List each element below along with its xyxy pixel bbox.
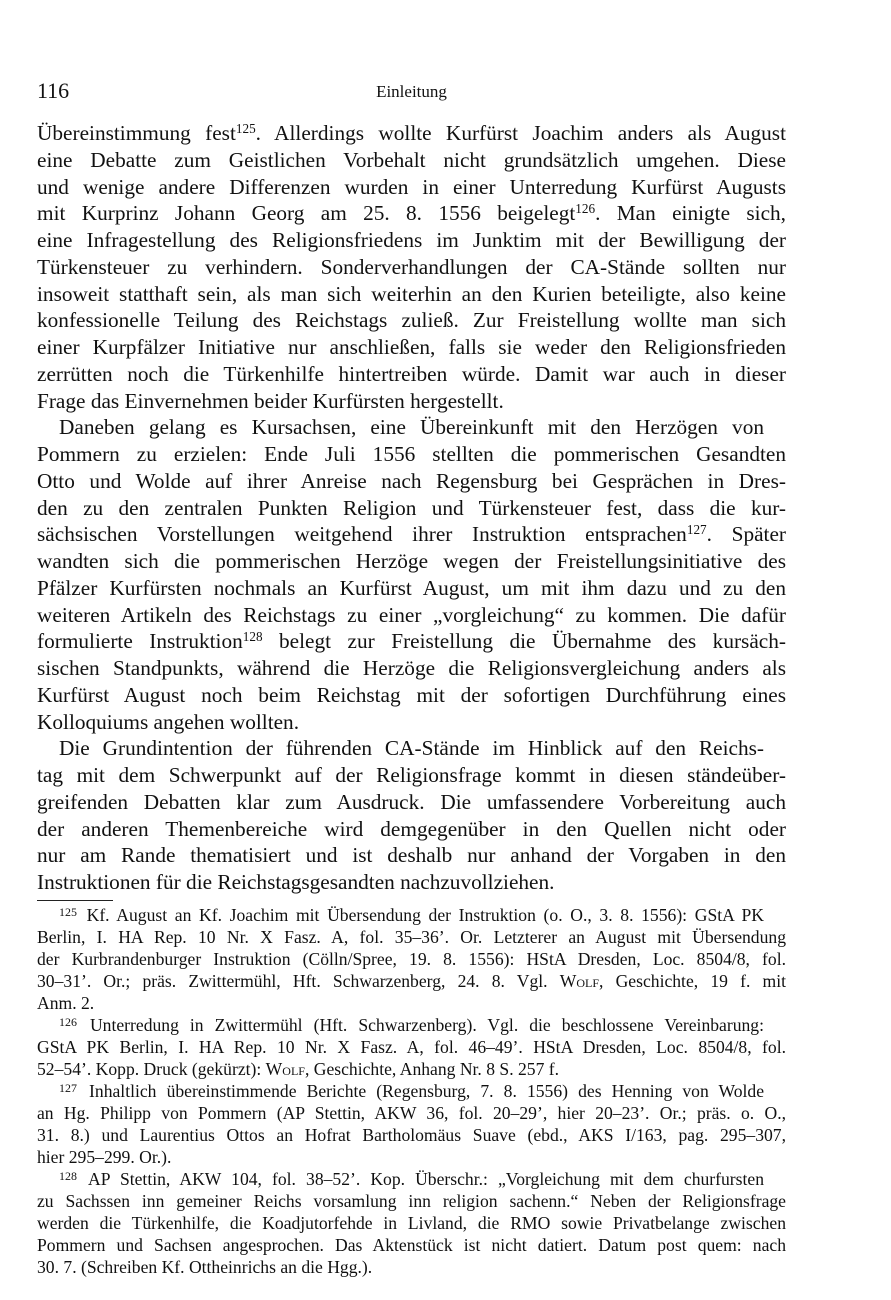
footnote-line: an Hg. Philipp von Pommern (AP Stettin, AKW 36, fol. 20–29’, hier 20–23’. Or.; präs. o. O.,: [37, 1103, 786, 1123]
footnote-126: $^{126}$ Unterredung in Zwittermühl (Hft. Schwarzenberg). Vgl. die beschlossene Vereinbarung:: [59, 1014, 764, 1035]
body-line: Kolloquiums angehen wollten.: [37, 709, 300, 734]
body-line: Otto und Wolde auf ihrer Anreise nach Regensburg bei Gesprächen in Dres-: [37, 468, 786, 493]
body-line: eine Debatte zum Geistlichen Vorbehalt nicht grundsätzlich umgehen. Diese: [37, 147, 786, 172]
body-line: Instruktionen für die Reichstagsgesandten nachzuvollziehen.: [37, 870, 555, 894]
footnotes: [37, 904, 786, 1278]
footnote-number: 125: [59, 904, 77, 919]
body-line: Türkensteuer zu verhindern. Sonderverhandlungen der CA-Stände sollten nur: [37, 254, 786, 279]
footnote-number: 128: [59, 1168, 77, 1183]
page-number: 116: [37, 78, 70, 103]
body-line: Pommern zu erzielen: Ende Juli 1556 stellten die pommerischen Gesandten: [37, 442, 786, 466]
body-line: eine Infragestellung des Religionsfriedens im Junktim mit der Bewilligung der: [37, 228, 786, 252]
body-line: greifenden Debatten klar zum Ausdruck. Die umfassendere Vorbereitung auch: [37, 789, 786, 814]
footnote-128: $^{128}$ AP Stettin, AKW 104, fol. 38–52’. Kop. Überschr.: „Vorgleichung mit dem churfursten: [59, 1168, 764, 1189]
footnote-line: 30. 7. (Schreiben Kf. Ottheinrichs an die Hgg.).: [37, 1257, 373, 1277]
footnote-line: werden die Türkenhilfe, die Koadjutorfehde in Livland, die RMO sowie Privatbelange zwischen: [37, 1213, 786, 1233]
running-head: [37, 78, 786, 104]
footnote-line: hier 295–299. Or.).: [37, 1147, 172, 1167]
body-line: Kurfürst August noch beim Reichstag mit der sofortigen Durchführung eines: [37, 682, 786, 707]
footnote-line: Anm. 2.: [37, 993, 95, 1013]
author-name: Wolf: [559, 971, 600, 991]
author-name: Wolf: [265, 1059, 305, 1079]
main-text: [37, 120, 786, 896]
footnote-line: Berlin, I. HA Rep. 10 Nr. X Fasz. A, fol. 35–36’. Or. Letzterer an August mit Übersendung: [37, 927, 786, 947]
footnote-separator: [37, 900, 113, 901]
body-line: Übereinstimmung fest$^{125}$. Allerdings wollte Kurfürst Joachim anders als August: [37, 120, 786, 145]
footnote-125: $^{125}$ Kf. August an Kf. Joachim mit Übersendung der Instruktion (o. O., 3. 8. 1556): GStA PK: [59, 904, 764, 925]
footnote-line: der Kurbrandenburger Instruktion (Cölln/Spree, 19. 8. 1556): HStA Dresden, Loc. 8504/8, fol.: [37, 949, 786, 969]
body-line: sächsischen Vorstellungen weitgehend ihrer Instruktion entsprachen$^{127}$. Später: [37, 522, 787, 547]
body-line: einer Kurpfälzer Initiative nur anschließen, falls sie weder den Religionsfrieden: [37, 335, 786, 359]
body-line: konfessionelle Teilung des Reichstags zuließ. Zur Freistellung wollte man sich: [37, 308, 786, 333]
body-line: formulierte Instruktion$^{128}$ belegt zur Freistellung die Übernahme des kursäch-: [37, 629, 786, 654]
body-line: nur am Rande thematisiert und ist deshalb nur anhand der Vorgaben in den: [37, 843, 786, 868]
body-line: den zu den zentralen Punkten Religion und Türkensteuer fest, dass die kur-: [37, 495, 786, 520]
body-line: weiteren Artikeln des Reichstags zu einer „vorgleichung“ zu kommen. Die dafür: [37, 602, 786, 627]
footnote-line: zu Sachssen inn gemeiner Reichs vorsamlung inn religion sachenn.“ Neben der Religionsfrage: [37, 1191, 786, 1211]
running-title: Einleitung: [376, 82, 447, 101]
footnote-line: GStA PK Berlin, I. HA Rep. 10 Nr. X Fasz. A, fol. 46–49’. HStA Dresden, Loc. 8504/8, fol.: [37, 1037, 786, 1057]
footnote-number: 127: [59, 1080, 77, 1095]
footnote-127: $^{127}$ Inhaltlich übereinstimmende Berichte (Regensburg, 7. 8. 1556) des Henning von Wolde: [59, 1080, 765, 1101]
body-line: tag mit dem Schwerpunkt auf der Religionsfrage kommt in diesen ständeüber-: [37, 763, 786, 787]
footnote-line: 52–54’. Kopp. Druck (gekürzt): Wolf, Geschichte, Anhang Nr. 8 S. 257 f.: [37, 1059, 560, 1079]
body-line: Daneben gelang es Kursachsen, eine Übereinkunft mit den Herzögen von: [59, 415, 764, 440]
body-line: insoweit statthaft sein, als man sich weiterhin an den Kurien beteiligte, also keine: [37, 281, 786, 306]
body-line: zerrütten noch die Türkenhilfe hintertreiben würde. Damit war auch in dieser: [37, 361, 786, 386]
footnote-line: Pommern und Sachsen angesprochen. Das Aktenstück ist nicht datiert. Datum post quem: nach: [37, 1235, 786, 1255]
body-line: sischen Standpunkts, während die Herzöge die Religionsvergleichung anders als: [37, 656, 786, 680]
body-line: und wenige andere Differenzen wurden in einer Unterredung Kurfürst Augusts: [37, 174, 786, 199]
footnote-ref: 128: [242, 629, 263, 644]
body-line: Die Grundintention der führenden CA-Stände im Hinblick auf den Reichs-: [59, 736, 764, 761]
footnote-ref: 125: [235, 120, 256, 136]
body-line: mit Kurprinz Johann Georg am 25. 8. 1556 beigelegt$^{126}$. Man einigte sich,: [37, 201, 786, 226]
body-line: Pfälzer Kurfürsten nochmals an Kurfürst August, um mit ihm dazu und zu den: [37, 575, 786, 600]
body-line: wandten sich die pommerischen Herzöge wegen der Freistellungsinitiative des: [37, 549, 786, 573]
footnote-line: 30–31’. Or.; präs. Zwittermühl, Hft. Schwarzenberg, 24. 8. Vgl. Wolf, Geschichte, 19 f. mit: [37, 971, 786, 991]
body-line: der anderen Themenbereiche wird demgegenüber in den Quellen nicht oder: [37, 816, 786, 841]
footnote-ref: 127: [686, 522, 707, 537]
footnote-ref: 126: [575, 201, 596, 216]
footnote-line: 31. 8.) und Laurentius Ottos an Hofrat Bartholomäus Suave (ebd., AKS I/163, pag. 295–307,: [37, 1125, 786, 1145]
body-line: Frage das Einvernehmen beider Kurfürsten hergestellt.: [37, 388, 504, 413]
footnote-number: 126: [59, 1014, 77, 1029]
